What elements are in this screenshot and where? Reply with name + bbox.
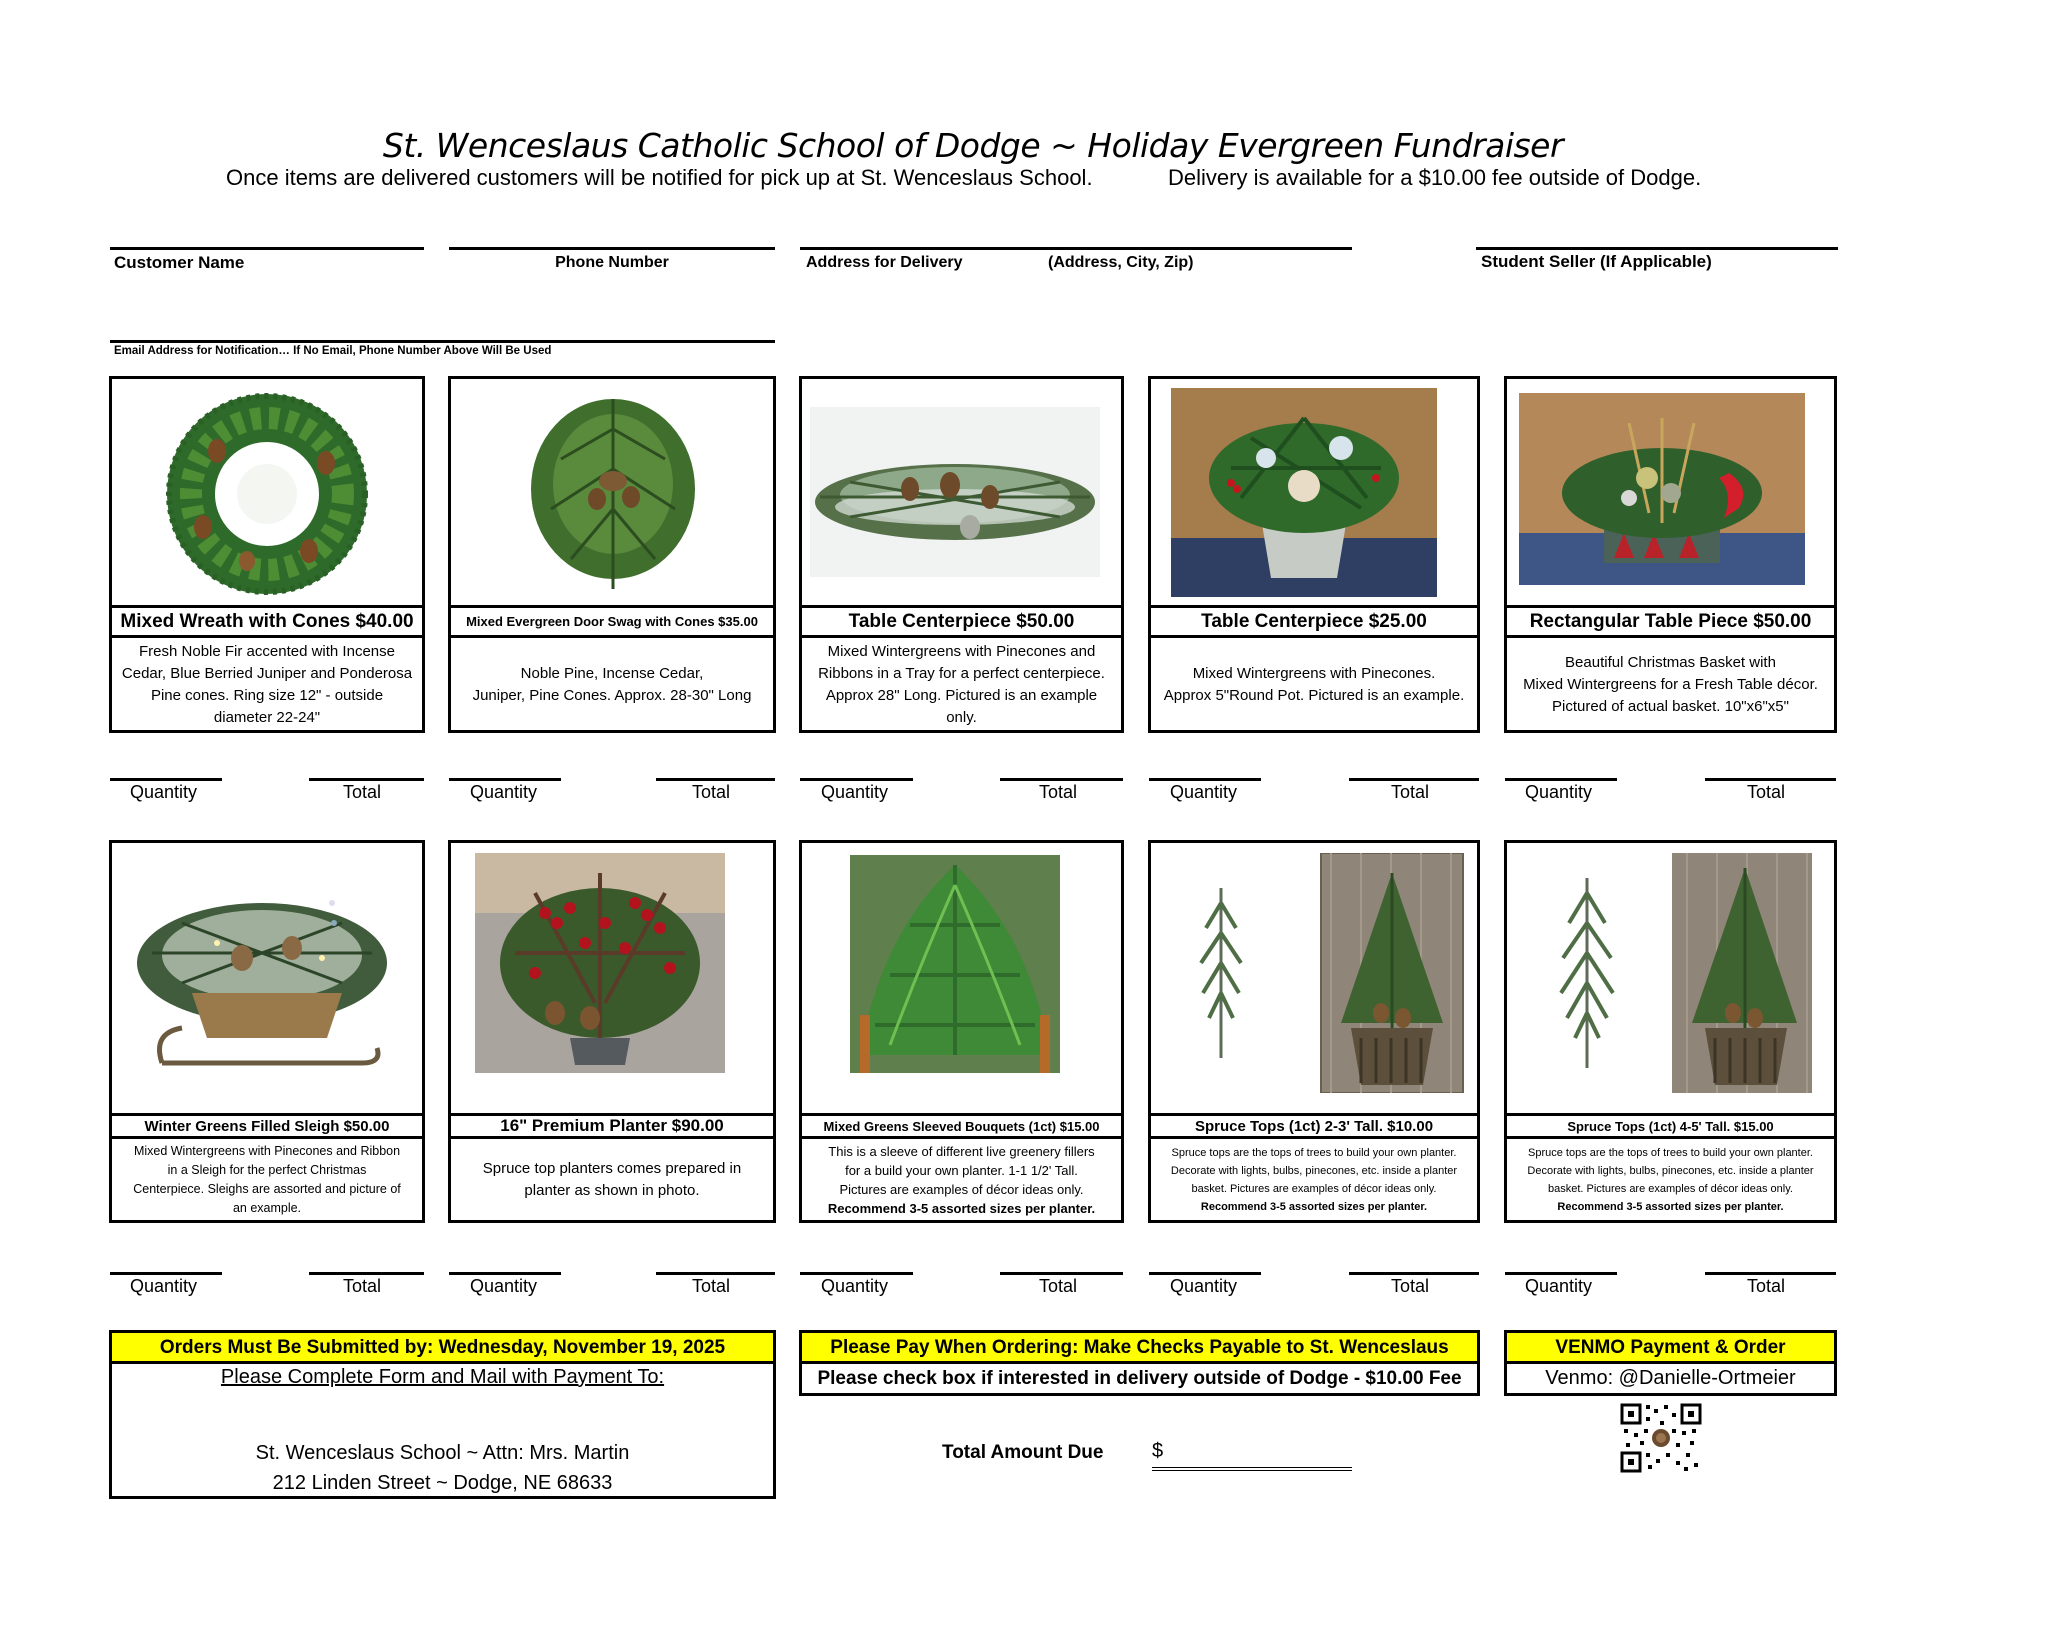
- description-line: Pictures are examples of décor ideas only.: [839, 1182, 1084, 1197]
- description-line: Recommend 3-5 assorted sizes per planter.: [827, 1201, 1096, 1216]
- product-card-greens-bouquet: [799, 840, 1124, 1223]
- description-line: Decorate with lights, bulbs, pinecones, etc. inside a planter: [1170, 1165, 1458, 1177]
- total-label: Total: [1391, 782, 1430, 802]
- total-label: Total: [1747, 1276, 1786, 1296]
- description-line: basket. Pictures are examples of décor ideas only.: [1191, 1183, 1437, 1195]
- student-seller-line[interactable]: [1476, 247, 1838, 250]
- venmo-title: VENMO Payment & Order: [1507, 1333, 1834, 1364]
- total-due-label: Total Amount Due: [942, 1442, 1104, 1463]
- description-line: for a build your own planter. 1-1 1/2' Tall.: [845, 1163, 1078, 1178]
- payment-note-box: [799, 1330, 1480, 1396]
- payment-note: Please Pay When Ordering: Make Checks Payable to St. Wenceslaus: [802, 1333, 1477, 1364]
- customer-name-line[interactable]: [110, 247, 424, 250]
- description-line: in a Sleigh for the perfect Christmas: [167, 1163, 367, 1177]
- quantity-line[interactable]: [1149, 1272, 1261, 1275]
- product-description: [1509, 1142, 1832, 1218]
- description-line: Spruce tops are the tops of trees to build your own planter.: [1171, 1147, 1457, 1159]
- description-line: Pine cones. Ring size 12" - outside: [150, 686, 384, 704]
- page-title: St. Wenceslaus Catholic School of Dodge ~ Holiday Evergreen Fundraiser: [382, 126, 1564, 165]
- description-line: Spruce tops are the tops of trees to build your own planter.: [1528, 1147, 1813, 1159]
- total-line[interactable]: [1349, 778, 1479, 781]
- student-seller-label: Student Seller (If Applicable): [1481, 252, 1712, 271]
- wreath-image: [127, 391, 407, 597]
- description-line: Mixed Wintergreens with Pinecones and: [827, 642, 1096, 660]
- sleigh-image: [122, 863, 412, 1093]
- total-line[interactable]: [656, 778, 775, 781]
- product-description: [114, 1142, 420, 1218]
- description-line: only.: [946, 708, 977, 726]
- description-line: Cedar, Blue Berried Juniper and Ponderosa: [121, 664, 413, 682]
- mail-order-box: [109, 1330, 776, 1499]
- christmas-basket-image: [1519, 393, 1805, 585]
- product-description: [804, 1142, 1119, 1218]
- description-line: Pictured of actual basket. 10"x6"x5": [1552, 697, 1789, 715]
- description-line: Approx 28" Long. Pictured is an example: [825, 686, 1098, 704]
- description-line: an example.: [232, 1201, 302, 1215]
- description-line: Fresh Noble Fir accented with Incense: [139, 642, 395, 660]
- mailing-address-line2: 212 Linden Street ~ Dodge, NE 68633: [272, 1472, 613, 1494]
- product-description: [453, 641, 771, 728]
- total-line[interactable]: [1349, 1272, 1479, 1275]
- delivery-checkbox-row[interactable]: [802, 1364, 1477, 1393]
- product-description: [1153, 641, 1475, 728]
- product-title: Table Centerpiece $50.00: [802, 605, 1121, 638]
- description-line: Ribbons in a Tray for a perfect centerpiece.: [818, 664, 1105, 682]
- quantity-label: Quantity: [130, 1276, 198, 1296]
- total-line[interactable]: [1705, 1272, 1836, 1275]
- product-card-centerpiece-pot: [1148, 376, 1480, 733]
- product-description: [1509, 641, 1832, 728]
- quantity-line[interactable]: [449, 1272, 561, 1275]
- product-title: Spruce Tops (1ct) 2-3' Tall. $10.00: [1151, 1113, 1477, 1139]
- quantity-line[interactable]: [1149, 778, 1261, 781]
- product-card-christmas-basket: [1504, 376, 1837, 733]
- centerpiece-pot-image: [1171, 388, 1437, 597]
- product-card-spruce-large: [1504, 840, 1837, 1223]
- phone-number-label: Phone Number: [555, 254, 669, 271]
- product-card-wreath: [109, 376, 425, 733]
- product-card-sleigh: [109, 840, 425, 1223]
- product-title: Mixed Evergreen Door Swag with Cones $35.00: [451, 605, 773, 638]
- product-card-door-swag: [448, 376, 776, 733]
- description-line: planter as shown in photo.: [524, 1182, 700, 1199]
- description-line: Spruce top planters comes prepared in: [482, 1160, 742, 1177]
- total-line[interactable]: [309, 1272, 424, 1275]
- total-label: Total: [1039, 1276, 1078, 1296]
- total-label: Total: [1039, 782, 1078, 802]
- quantity-label: Quantity: [130, 782, 198, 802]
- delivery-address-line[interactable]: [800, 247, 1352, 250]
- product-title: Winter Greens Filled Sleigh $50.00: [112, 1113, 422, 1139]
- product-title: Table Centerpiece $25.00: [1151, 605, 1477, 638]
- quantity-label: Quantity: [1525, 1276, 1593, 1296]
- premium-planter-image: [475, 853, 725, 1073]
- product-title: Spruce Tops (1ct) 4-5' Tall. $15.00: [1507, 1113, 1834, 1139]
- quantity-line[interactable]: [1505, 1272, 1617, 1275]
- description-line: Mixed Wintergreens with Pinecones.: [1192, 664, 1436, 682]
- order-deadline: Orders Must Be Submitted by: Wednesday, November 19, 2025: [112, 1333, 773, 1364]
- product-description: [804, 641, 1119, 728]
- spruce-top-small-image: [1171, 853, 1471, 1093]
- total-label: Total: [343, 1276, 382, 1296]
- description-line: Juniper, Pine Cones. Approx. 28-30" Long: [472, 686, 752, 704]
- delivery-note: Delivery is available for a $10.00 fee outside of Dodge.: [1168, 165, 1702, 190]
- description-line: This is a sleeve of different live greenery fillers: [828, 1144, 1095, 1159]
- mail-instruction: Please Complete Form and Mail with Payment To:: [220, 1366, 665, 1388]
- customer-name-label: Customer Name: [114, 253, 245, 272]
- total-line[interactable]: [1705, 778, 1836, 781]
- quantity-label: Quantity: [821, 1276, 889, 1296]
- spruce-top-large-image: [1527, 853, 1827, 1093]
- mailing-address-line1: St. Wenceslaus School ~ Attn: Mrs. Martin: [255, 1442, 630, 1464]
- product-card-centerpiece-tray: [799, 376, 1124, 733]
- quantity-line[interactable]: [449, 778, 561, 781]
- description-line: Mixed Wintergreens with Pinecones and Ribbon: [133, 1144, 401, 1158]
- description-line: Recommend 3-5 assorted sizes per planter.: [1557, 1201, 1784, 1213]
- total-due-input[interactable]: [1152, 1467, 1352, 1471]
- product-title: 16" Premium Planter $90.00: [451, 1113, 773, 1139]
- description-line: diameter 22-24": [213, 708, 321, 726]
- total-line[interactable]: [309, 778, 424, 781]
- venmo-handle[interactable]: Venmo: @Danielle-Ortmeier: [1545, 1367, 1796, 1389]
- quantity-label: Quantity: [1525, 782, 1593, 802]
- quantity-line[interactable]: [1505, 778, 1617, 781]
- description-line: Centerpiece. Sleighs are assorted and picture of: [133, 1182, 401, 1196]
- quantity-label: Quantity: [1170, 1276, 1238, 1296]
- total-label: Total: [1747, 782, 1786, 802]
- product-title: Mixed Wreath with Cones $40.00: [112, 605, 422, 638]
- quantity-line[interactable]: [800, 1272, 913, 1275]
- total-line[interactable]: [1000, 1272, 1123, 1275]
- description-line: Approx 5"Round Pot. Pictured is an example.: [1163, 686, 1465, 704]
- quantity-line[interactable]: [110, 1272, 222, 1275]
- greens-bouquet-image: [850, 855, 1060, 1073]
- venmo-box: [1504, 1330, 1837, 1396]
- product-description: [1153, 1142, 1475, 1218]
- product-card-spruce-small: [1148, 840, 1480, 1223]
- total-label: Total: [343, 782, 382, 802]
- centerpiece-tray-image: [810, 407, 1100, 577]
- product-description: [114, 641, 420, 728]
- total-label: Total: [692, 1276, 731, 1296]
- phone-number-line[interactable]: [449, 247, 775, 250]
- description-line: Beautiful Christmas Basket with: [1565, 653, 1776, 671]
- quantity-label: Quantity: [1170, 782, 1238, 802]
- quantity-label: Quantity: [821, 782, 889, 802]
- venmo-qr-code-icon[interactable]: [1620, 1403, 1702, 1473]
- currency-symbol: $: [1152, 1440, 1164, 1462]
- description-line: Decorate with lights, bulbs, pinecones, etc. inside a planter: [1527, 1165, 1814, 1177]
- description-line: Recommend 3-5 assorted sizes per planter.: [1200, 1201, 1428, 1213]
- quantity-label: Quantity: [470, 782, 538, 802]
- product-title: Rectangular Table Piece $50.00: [1507, 605, 1834, 638]
- product-card-premium-planter: [448, 840, 776, 1223]
- email-line[interactable]: [110, 340, 775, 343]
- description-line: basket. Pictures are examples of décor ideas only.: [1548, 1183, 1793, 1195]
- delivery-address-label: Address for Delivery: [806, 254, 963, 271]
- total-label: Total: [692, 782, 731, 802]
- email-label: Email Address for Notification… If No Email, Phone Number Above Will Be Used: [114, 345, 552, 357]
- description-line: Noble Pine, Incense Cedar,: [520, 664, 704, 682]
- product-description: [453, 1142, 771, 1218]
- delivery-address-hint: (Address, City, Zip): [1048, 254, 1194, 271]
- delivery-checkbox-label: Please check box if interested in delivery outside of Dodge - $10.00 Fee: [817, 1367, 1462, 1389]
- quantity-line[interactable]: [110, 778, 222, 781]
- pickup-note: Once items are delivered customers will be notified for pick up at St. Wenceslaus School.: [226, 165, 1093, 190]
- quantity-line[interactable]: [800, 778, 913, 781]
- quantity-label: Quantity: [470, 1276, 538, 1296]
- total-label: Total: [1391, 1276, 1430, 1296]
- description-line: Mixed Wintergreens for a Fresh Table décor.: [1523, 675, 1818, 693]
- door-swag-image: [501, 389, 726, 595]
- product-title: Mixed Greens Sleeved Bouquets (1ct) $15.00: [802, 1113, 1121, 1139]
- total-line[interactable]: [1000, 778, 1123, 781]
- total-line[interactable]: [656, 1272, 775, 1275]
